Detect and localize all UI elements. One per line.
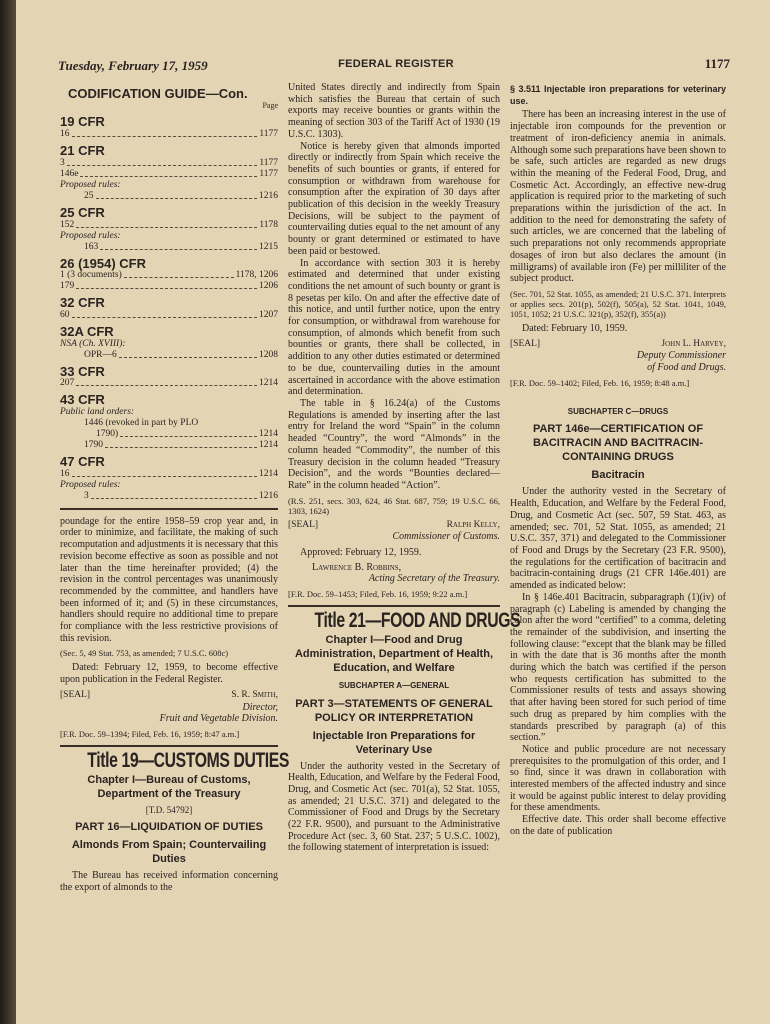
page-header <box>16 56 770 76</box>
signature-block <box>510 339 726 351</box>
signer-name: Ralph Kelly, <box>446 519 500 530</box>
approved-line: Approved: February 12, 1959. <box>300 547 422 559</box>
guide-row: 1446 (revoked in part by PLO <box>84 418 199 429</box>
section-heading: Bacitracin <box>591 469 645 482</box>
signer-title: Commissioner of Customs. <box>392 531 500 543</box>
cfr-heading: 25 CFR <box>60 204 105 220</box>
cfr-heading: 32A CFR <box>60 323 114 339</box>
guide-row: OPR—6 1208 <box>84 349 278 360</box>
part-heading: PART 146e—CERTIFICATION OF BACITRACIN AND BACITRACIN-CONTAINING DRUGS <box>532 423 704 464</box>
proposed-rules-label: Proposed rules: <box>60 479 121 490</box>
part-heading: PART 3—STATEMENTS OF GENERAL POLICY OR INTERPRETATION <box>295 697 493 724</box>
body-paragraph: In § 146e.401 Bacitracin, subparagraph (1)(iv) of paragraph (c) Labeling is amended by changing the colon after the word “certified” to a comma, deleting the remainder of the subdivision, and inserting the following clause: “except that the blank may be filled in with the date that is 36 months after the month during which the batch was certified if the person who requests certification has submitted to the Commissioner results of tests and assays showing that after having been stored for such period of time such drug as prepared by him complies with the standards prescribed by paragraph (a) of this section.” <box>510 591 726 744</box>
guide-row: 1790) 1214 <box>96 429 278 440</box>
signer-name: Lawrence B. Robbins, <box>312 561 402 573</box>
public-land-orders-label: Public land orders: <box>60 407 135 418</box>
codification-guide-title: CODIFICATION GUIDE—Con. <box>68 86 248 101</box>
book-spine <box>0 0 16 1024</box>
seal-label: [SEAL] <box>288 519 319 530</box>
divider <box>60 745 278 747</box>
cfr-heading: 43 CFR <box>60 392 105 408</box>
page-label: Page <box>262 100 278 110</box>
seal-label: [SEAL] <box>510 338 541 349</box>
signer-title: Acting Secretary of the Treasury. <box>368 573 500 585</box>
guide-row: 207 1214 <box>60 378 278 389</box>
signer-title: Director, <box>242 701 278 713</box>
guide-row: 179 1206 <box>60 281 278 292</box>
cfr-heading: 19 CFR <box>60 114 105 130</box>
authority-citation: (Sec. 5, 49 Stat. 753, as amended; 7 U.S.C. 608c) <box>60 648 229 659</box>
body-paragraph: United States directly and indirectly from Spain which satisfies the Bureau that certain of such exports may receive bounties or grants within the meaning of section 303 of the Tariff Act of 1930 (19 U.S.C. 1303). <box>288 82 500 140</box>
body-paragraph: There has been an increasing interest in the use of injectable iron compounds for the prevention or treatment of iron-deficiency anemia in animals. Although some such preparations have been shown to be safe, such articles are regarded as new drugs within the meaning of the Federal Food, Drug, and Cosmetic Act. Accordingly, an effective new-drug application is required prior to the marketing of such preparations within the jurisdiction of the act. In addition to the need for demonstrating the safety of such articles, we are concerned that the labeling of such preparations not only recommends appropriate dosages of iron but also declares the amount (in milligrams) of available iron (Fe) per milliliter of the subject product. <box>510 109 726 285</box>
nsa-label: NSA (Ch. XVIII): <box>60 338 126 349</box>
chapter-heading: Chapter I—Bureau of Customs, Department of the Treasury <box>87 773 251 800</box>
guide-row: 16 1177 <box>60 129 278 140</box>
guide-row: 163 1215 <box>84 241 278 252</box>
cfr-heading: 26 (1954) CFR <box>60 255 146 271</box>
page-number: 1177 <box>704 56 730 71</box>
section-title: § 3.511 Injectable iron preparations for veterinary use. <box>510 84 726 106</box>
guide-row: 3 1177 <box>60 157 278 168</box>
signer-name: S. R. Smith, <box>231 689 278 700</box>
body-paragraph: Notice is hereby given that almonds imported directly or indirectly from Spain which receive the benefits of such bounties or grants, if entered for consumption or withdrawn from warehouse for consumption after the expiration of 30 days after publication of this decision in the weekly Treasury Decisions, will be subject to the payment of countervailing duties equal to the net amount of any bounty or grant determined or estimated to have been paid or bestowed. <box>288 140 500 257</box>
guide-row: 60 1207 <box>60 309 278 320</box>
subchapter-heading: SUBCHAPTER A—GENERAL <box>338 680 450 690</box>
body-paragraph: The Bureau has received information concerning the export of almonds to the <box>60 870 278 894</box>
signer-title: Deputy Commissioner <box>636 350 726 362</box>
td-number: [T.D. 54792] <box>145 804 193 815</box>
section-heading: Injectable Iron Preparations for Veterinary Use <box>312 729 476 756</box>
proposed-rules-label: Proposed rules: <box>60 230 121 241</box>
signature-block <box>288 520 500 532</box>
signer-name: John L. Harvey, <box>661 338 726 349</box>
body-paragraph: In accordance with section 303 it is hereby estimated and determined that under existing conditions the net amount of such bounty or grant is 8 pesetas per kilo. On and after the effective date of this notice, and until further notice, upon the entry for consumption, or withdrawal from warehouse for consumption, of almonds which benefit from such bounties or grants, there shall be collected, in addition to any other duties estimated or determined to be due, countervailing duties in the amount ascertained in accordance with the above estimation and determination. <box>288 257 500 398</box>
cfr-heading: 33 CFR <box>60 363 105 379</box>
fr-doc-line: [F.R. Doc. 59–1402; Filed, Feb. 16, 1959; 8:48 a.m.] <box>510 377 690 388</box>
authority-citation: (R.S. 251, secs. 303, 624, 46 Stat. 687, 759; 19 U.S.C. 66, 1303, 1624) <box>288 495 500 516</box>
header-title: FEDERAL REGISTER <box>338 58 454 70</box>
subchapter-heading: SUBCHAPTER C—DRUGS <box>567 406 669 416</box>
title-21-heading: Title 21—FOOD AND DRUGS <box>314 609 521 633</box>
proposed-rules-label: Proposed rules: <box>60 179 121 190</box>
document-page <box>16 0 770 1024</box>
seal-label: [SEAL] <box>60 689 91 700</box>
cfr-heading: 32 CFR <box>60 295 105 311</box>
title-19-heading: Title 19—CUSTOMS DUTIES <box>87 748 289 772</box>
column-2 <box>288 82 521 854</box>
guide-row: 146e 1177 <box>60 168 278 179</box>
body-paragraph: Effective date. This order shall become effective on the date of publication <box>510 814 726 837</box>
body-paragraph: Under the authority vested in the Secretary of Health, Education, and Welfare by the Federal Food, Drug, and Cosmetic Act (sec. 701(a), 52 Stat. 1055, as amended; 21 U.S.C. 371) and delegated to the Commissioner of Food and Drugs by the Secretary (22 F.R. 9500), and pursuant to the Administrative Procedure Act (sec. 3, 60 Stat. 237; 5 U.S.C. 1002), the following statement of interpretation is issued: <box>288 760 500 854</box>
guide-row: 1790 1214 <box>84 440 278 451</box>
body-paragraph: Notice and public procedure are not necessary prerequisites to the promulgation of this order, and I so find, since it was drawn in collaboration with interested members of the affected industry and since it would be against public interest to delay providing for these amendments. <box>510 743 726 814</box>
guide-row: 16 1214 <box>60 468 278 479</box>
cfr-heading: 21 CFR <box>60 143 105 159</box>
column-3 <box>510 82 726 838</box>
column-1 <box>60 82 289 894</box>
cfr-heading: 47 CFR <box>60 454 105 470</box>
divider <box>288 605 500 607</box>
guide-row: 1 (3 documents) 1178, 1206 <box>60 270 278 281</box>
dated-line: Dated: February 10, 1959. <box>522 322 628 334</box>
signer-title: of Food and Drugs. <box>647 362 726 374</box>
fr-doc-line: [F.R. Doc. 59–1453; Filed, Feb. 16, 1959; 9:22 a.m.] <box>288 589 468 600</box>
divider <box>60 508 278 510</box>
fr-doc-line: [F.R. Doc. 59–1394; Filed, Feb. 16, 1959; 8:47 a.m.] <box>60 728 240 739</box>
part-heading: PART 16—LIQUIDATION OF DUTIES <box>75 821 263 834</box>
guide-row: 3 1216 <box>84 490 278 501</box>
body-paragraph: The table in § 16.24(a) of the Customs Regulations is amended by inserting after the last entry for Ireland the word “Spain” in the column headed “Country”, the word “Almonds” in the column headed “Commodity”, the number of this Treasury decision in the column headed “Treasury Decision”, and the words “Bounties declared—Rate” in the column headed “Action”. <box>288 397 500 491</box>
guide-row: 25 1216 <box>84 190 278 201</box>
body-paragraph: Under the authority vested in the Secretary of Health, Education, and Welfare by the Federal Food, Drug, and Cosmetic Act (sec. 507, 59 Stat. 463, as amended; sec. 701, 52 Stat. 1055, as amended; 21 U.S.C. 357, 371) and delegated to the Commissioner of Food and Drugs by the Secretary (23 F.R. 9500), the regulations for the certification of bacitracin and bacitracin-containing drugs (21 CFR 146e.401) are amended as indicated below: <box>510 486 726 592</box>
guide-row: 152 1178 <box>60 219 278 230</box>
signature-block <box>60 690 278 702</box>
signer-division: Fruit and Vegetable Division. <box>159 713 278 725</box>
body-paragraph: poundage for the entire 1958–59 crop year and, in order to minimize, and facilitate, the making of such recomputation and adjustments it is necessary that this revision become effective as soon as possible and not later than the time hereinafter provided; (4) the revision in the control percentages was unanimously recommended by the committee, and handlers have been informed of it; and (5) in these circumstances, handlers should require no additional time to prepare for compliance with the less restrictive provisions of this revision. <box>60 515 279 644</box>
header-date: Tuesday, February 17, 1959 <box>58 58 208 73</box>
authority-citation: (Sec. 701, 52 Stat. 1055, as amended; 21 U.S.C. 371. Interprets or applies secs. 201(p), 502(f), 505(a), 52 Stat. 1041, 1049, 1051, 1052; 21 U.S.C. 321(p), 352(f), 355(a)) <box>510 288 726 319</box>
chapter-heading: Chapter I—Food and Drug Administration, Department of Health, Education, and Welfare <box>294 633 494 674</box>
section-heading: Almonds From Spain; Countervailing Duties <box>71 839 267 866</box>
dated-line: Dated: February 12, 1959, to become effective upon publication in the Federal Register. <box>60 662 278 686</box>
